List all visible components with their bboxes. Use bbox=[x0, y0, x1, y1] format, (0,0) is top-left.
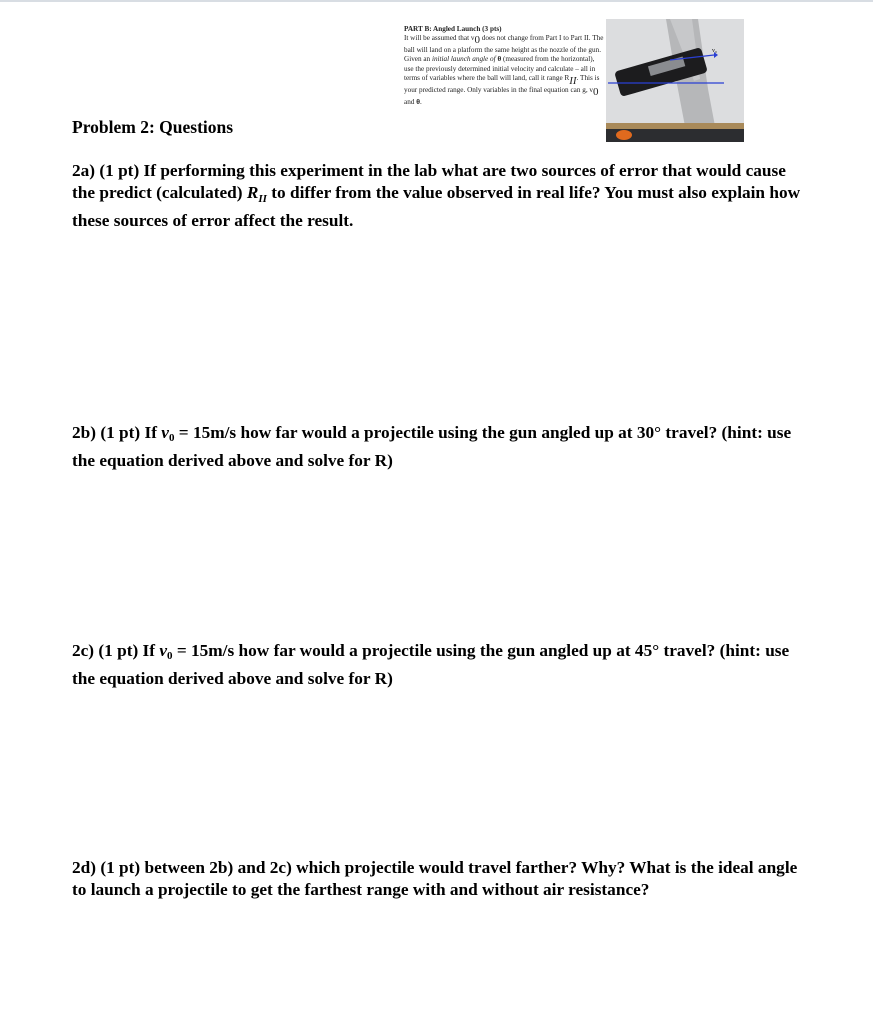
q2c-v-sub: 0 bbox=[167, 650, 173, 662]
question-2c bbox=[72, 640, 812, 689]
part-b-line2: (measured from the horizontal), use the previously determined initial velocity and calculate – all in terms of variables where the ball will land, call it range R bbox=[404, 55, 596, 83]
part-b-line1b: does not change from Part I to Part II. The ball will land on a platform the same height as the nozzle of the gun. Given an bbox=[404, 34, 604, 64]
question-2d: 2d) (1 pt) between 2b) and 2c) which projectile would travel farther? Why? What is the ideal angle to launch a projectile to get the farthest range with and without air resistance? bbox=[72, 858, 798, 899]
launcher-photo bbox=[606, 19, 744, 142]
launcher-photo-image bbox=[606, 19, 744, 142]
part-b-period: . bbox=[419, 97, 422, 106]
part-b-title: PART B: Angled Launch (3 pts) bbox=[404, 25, 502, 33]
part-b-line1: It will be assumed that v bbox=[404, 34, 475, 43]
q2c-v: v bbox=[159, 641, 168, 660]
problem-title: Problem 2: Questions bbox=[72, 117, 234, 137]
part-b-v-sub: 0 bbox=[474, 34, 480, 47]
part-b-theta: θ bbox=[497, 55, 502, 64]
part-b-line3: . This is your predicted range. Only variables in the final equation can g, v bbox=[404, 74, 600, 95]
top-border bbox=[0, 0, 873, 2]
part-b-initial-angle: initial launch angle of bbox=[431, 55, 496, 64]
q2b-v: v bbox=[161, 423, 169, 442]
q2c-text1: 2c) (1 pt) If bbox=[72, 641, 160, 660]
part-b-range-sub: II bbox=[569, 75, 577, 88]
part-b-theta-end: θ bbox=[416, 97, 420, 106]
q2c-text2: = 15m/s how far would a projectile using the gun angled up at 45° travel? (hint: use the equation derived above and solve for R) bbox=[72, 641, 790, 688]
q2a-symbol-sub: II bbox=[258, 192, 267, 205]
q2a-text1: 2a) (1 pt) If performing this experiment in the lab what are two sources of error that would cause the predict (calculated) bbox=[72, 161, 786, 202]
q2b-text2: = 15m/s how far would a projectile using the gun angled up at 30° travel? (hint: use the equation derived above and solve for R) bbox=[72, 423, 792, 470]
q2b-v-sub: 0 bbox=[168, 432, 175, 444]
question-2b bbox=[72, 422, 812, 471]
q2a-text2: to differ from the value observed in real life? You must also explain how these sources of error affect the result. bbox=[72, 182, 801, 230]
question-2a bbox=[72, 160, 812, 232]
part-b-excerpt bbox=[404, 25, 604, 107]
part-b-line3b: and bbox=[404, 97, 417, 106]
q2b-text1: 2b) (1 pt) If bbox=[72, 423, 162, 442]
photo-v-label: v₀ bbox=[712, 48, 718, 54]
part-b-v-sub2: 0 bbox=[593, 86, 599, 99]
q2a-symbol: R bbox=[246, 182, 259, 202]
